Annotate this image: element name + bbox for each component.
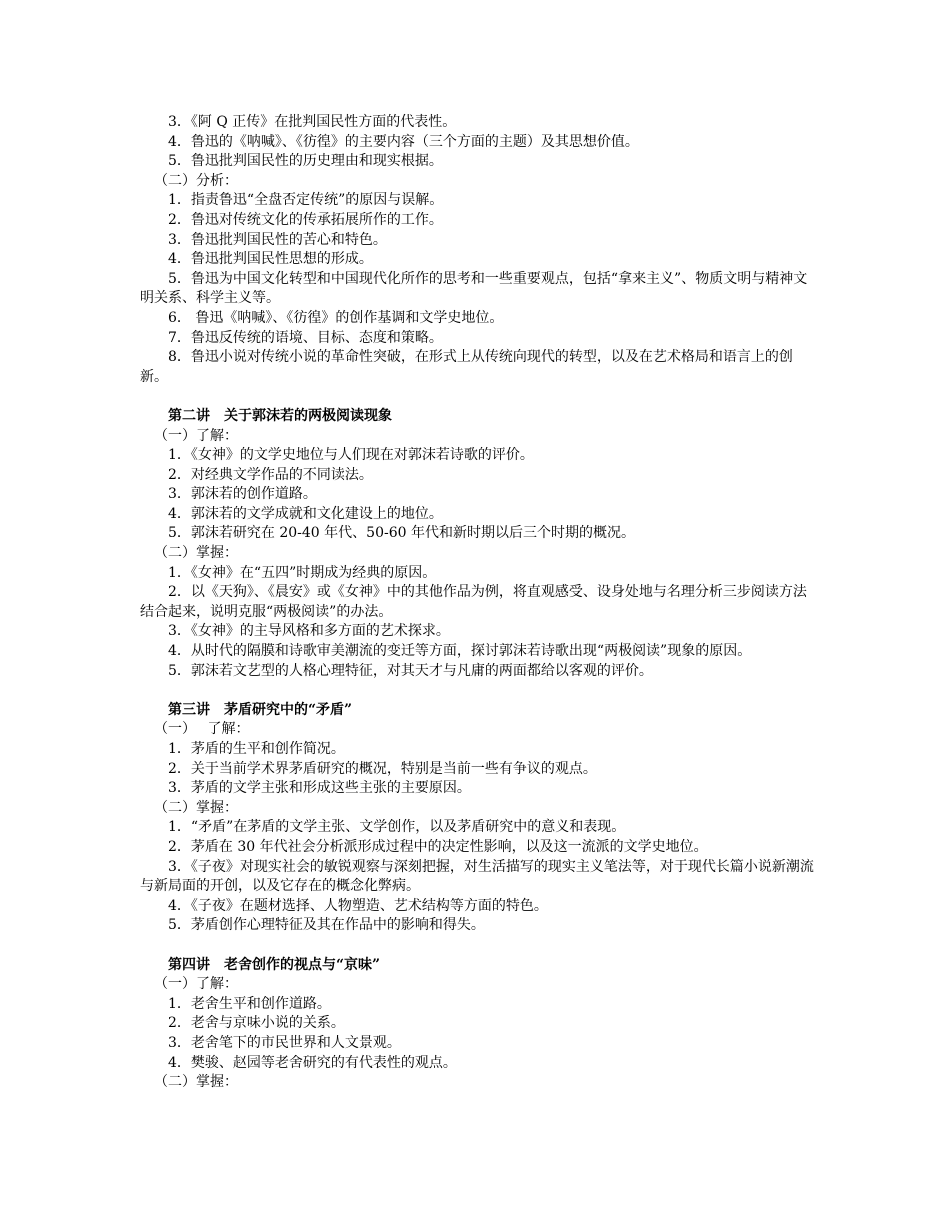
list-item: 8．鲁迅小说对传统小说的革命性突破，在形式上从传统向现代的转型，以及在艺术格局和语言上的创新。 <box>140 349 793 385</box>
list-item: 4．鲁迅的《呐喊》、《彷徨》的主要内容（三个方面的主题）及其思想价值。 <box>168 133 639 150</box>
list-item: 2．鲁迅对传统文化的传承拓展所作的工作。 <box>168 211 443 228</box>
document-page <box>140 113 815 1093</box>
list-item: 2．以《天狗》、《晨安》或《女神》中的其他作品为例，将直观感受、设身处地与名理分析三步阅读方法结合起来，说明克服“两极阅读”的办法。 <box>140 584 807 620</box>
section-lu-xun <box>140 113 815 387</box>
subheading-understand: （一）了解： <box>154 427 238 444</box>
list-item: 3．《女神》的主导风格和多方面的艺术探求。 <box>168 623 450 640</box>
list-item: 3．《阿 Q 正传》在批判国民性方面的代表性。 <box>168 114 457 130</box>
list-item: 2．对经典文学作品的不同读法。 <box>168 466 373 483</box>
subheading-master: （二）掌握： <box>154 545 238 562</box>
list-item: 2．茅盾在 30 年代社会分析派形成过程中的决定性影响，以及这一流派的文学史地位。 <box>168 838 708 855</box>
list-item: 5．茅盾创作心理特征及其在作品中的影响和得失。 <box>168 917 485 934</box>
section-guo-moruo <box>140 407 815 681</box>
list-item: 4．鲁迅批判国民性思想的形成。 <box>168 251 373 268</box>
list-item: 5．郭沫若文艺型的人格心理特征，对其天才与凡庸的两面都给以客观的评价。 <box>168 662 653 679</box>
section-title: 第四讲 老舍创作的视点与“京味” <box>168 956 381 973</box>
spacer <box>140 681 815 701</box>
list-item: 6． 鲁迅《呐喊》、《彷徨》的创作基调和文学史地位。 <box>168 309 504 326</box>
list-item: 1．“矛盾”在茅盾的文学主张、文学创作，以及茅盾研究中的意义和表现。 <box>168 819 626 836</box>
list-item: 1．指责鲁迅“全盘否定传统”的原因与误解。 <box>168 192 444 209</box>
list-item: 4．郭沫若的文学成就和文化建设上的地位。 <box>168 505 443 522</box>
list-item: 3．茅盾的文学主张和形成这些主张的主要原因。 <box>168 780 471 797</box>
list-item: 4．从时代的隔膜和诗歌审美潮流的变迁等方面，探讨郭沫若诗歌出现“两极阅读”现象的原因。 <box>168 643 752 660</box>
list-item: 2．老舍与京味小说的关系。 <box>168 1015 345 1032</box>
list-item: 1．《女神》的文学史地位与人们现在对郭沫若诗歌的评价。 <box>168 447 534 464</box>
list-item: 3．郭沫若的创作道路。 <box>168 486 317 503</box>
list-item: 7．鲁迅反传统的语境、目标、态度和策略。 <box>168 329 443 346</box>
list-item: 1．茅盾的生平和创作简况。 <box>168 741 345 757</box>
section-lao-she <box>140 956 815 1093</box>
subheading-analysis: （二）分析： <box>154 172 238 189</box>
list-item: 3．鲁迅批判国民性的苦心和特色。 <box>168 231 387 248</box>
spacer <box>140 936 815 956</box>
section-mao-dun <box>140 701 815 936</box>
list-item: 5．郭沫若研究在 20-40 年代、50-60 年代和新时期以后三个时期的概况。 <box>168 525 635 542</box>
list-item: 3．《子夜》对现实社会的敏锐观察与深刻把握，对生活描写的现实主义笔法等，对于现代长篇小说新潮流与新局面的开创，以及它存在的概念化弊病。 <box>140 858 814 895</box>
section-title: 第三讲 茅盾研究中的“矛盾” <box>168 701 353 718</box>
list-item: 1．老舍生平和创作道路。 <box>168 995 331 1012</box>
list-item: 5．鲁迅为中国文化转型和中国现代化所作的思考和一些重要观点，包括“拿来主义”、物质文明与精神文明关系、科学主义等。 <box>140 270 808 307</box>
subheading-master: （二）掌握： <box>154 799 238 816</box>
subheading-understand: （一）了解： <box>154 976 238 993</box>
list-item: 4．《子夜》在题材选择、人物塑造、艺术结构等方面的特色。 <box>168 897 548 914</box>
list-item: 2．关于当前学术界茅盾研究的概况，特别是当前一些有争议的观点。 <box>168 760 597 777</box>
list-item: 4．樊骏、赵园等老舍研究的有代表性的观点。 <box>168 1054 457 1071</box>
list-item: 5．鲁迅批判国民性的历史理由和现实根据。 <box>168 153 443 170</box>
list-item: 1．《女神》在“五四”时期成为经典的原因。 <box>168 564 437 581</box>
section-title: 第二讲 关于郭沫若的两极阅读现象 <box>168 407 392 424</box>
spacer <box>140 387 815 407</box>
subheading-understand: （一） 了解： <box>154 721 250 738</box>
subheading-master: （二）掌握： <box>154 1074 238 1091</box>
list-item: 3．老舍笔下的市民世界和人文景观。 <box>168 1034 401 1051</box>
